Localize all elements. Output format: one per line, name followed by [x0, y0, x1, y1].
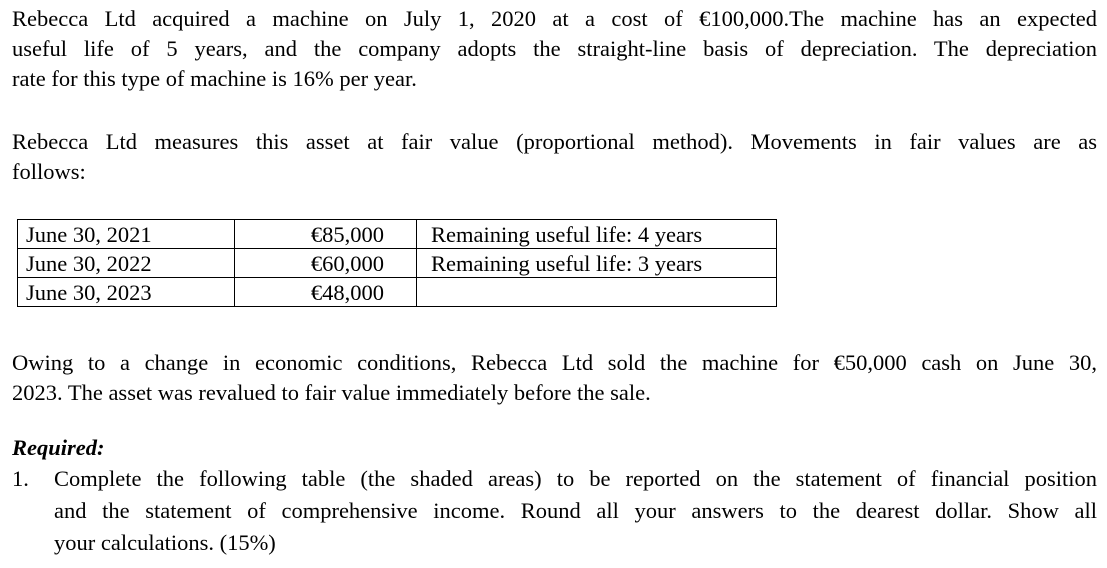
- required-line: and the statement of comprehensive income. Round all your answers to the dearest dollar. Show all: [54, 498, 1097, 523]
- table-row: [18, 278, 777, 307]
- note-cell: Remaining useful life: 4 years: [417, 220, 777, 249]
- required-line: Complete the following table (the shaded areas) to be reported on the statement of financial position: [54, 466, 1097, 491]
- date-cell: June 30, 2021: [18, 220, 235, 249]
- measurement-paragraph: [12, 127, 1097, 187]
- intro-paragraph: [12, 4, 1097, 94]
- intro-line: rate for this type of machine is 16% per year.: [12, 66, 417, 91]
- fair-value-cell: €85,000: [235, 220, 417, 249]
- fair-value-cell: €60,000: [235, 249, 417, 278]
- list-item-number: 1.: [12, 466, 29, 491]
- list-item-text: [54, 463, 1097, 559]
- table-row: [18, 249, 777, 278]
- sale-line: 2023. The asset was revalued to fair value immediately before the sale.: [12, 380, 651, 405]
- required-heading: Required:: [12, 435, 105, 460]
- date-cell: June 30, 2023: [18, 278, 235, 307]
- table-row: [18, 220, 777, 249]
- note-cell: Remaining useful life: 3 years: [417, 249, 777, 278]
- intro-line: Rebecca Ltd acquired a machine on July 1, 2020 at a cost of €100,000.The machine has an expected: [12, 6, 1097, 31]
- fair-values-table: [17, 219, 777, 307]
- measurement-line: Rebecca Ltd measures this asset at fair value (proportional method). Movements in fair values are as: [12, 129, 1097, 154]
- fair-value-cell: €48,000: [235, 278, 417, 307]
- note-cell: [417, 278, 777, 307]
- required-line: your calculations. (15%): [54, 530, 276, 555]
- sale-line: Owing to a change in economic conditions, Rebecca Ltd sold the machine for €50,000 cash on June 30,: [12, 350, 1097, 375]
- date-cell: June 30, 2022: [18, 249, 235, 278]
- intro-line: useful life of 5 years, and the company adopts the straight-line basis of depreciation. The depreciation: [12, 36, 1097, 61]
- sale-paragraph: [12, 348, 1097, 408]
- measurement-line: follows:: [12, 159, 86, 184]
